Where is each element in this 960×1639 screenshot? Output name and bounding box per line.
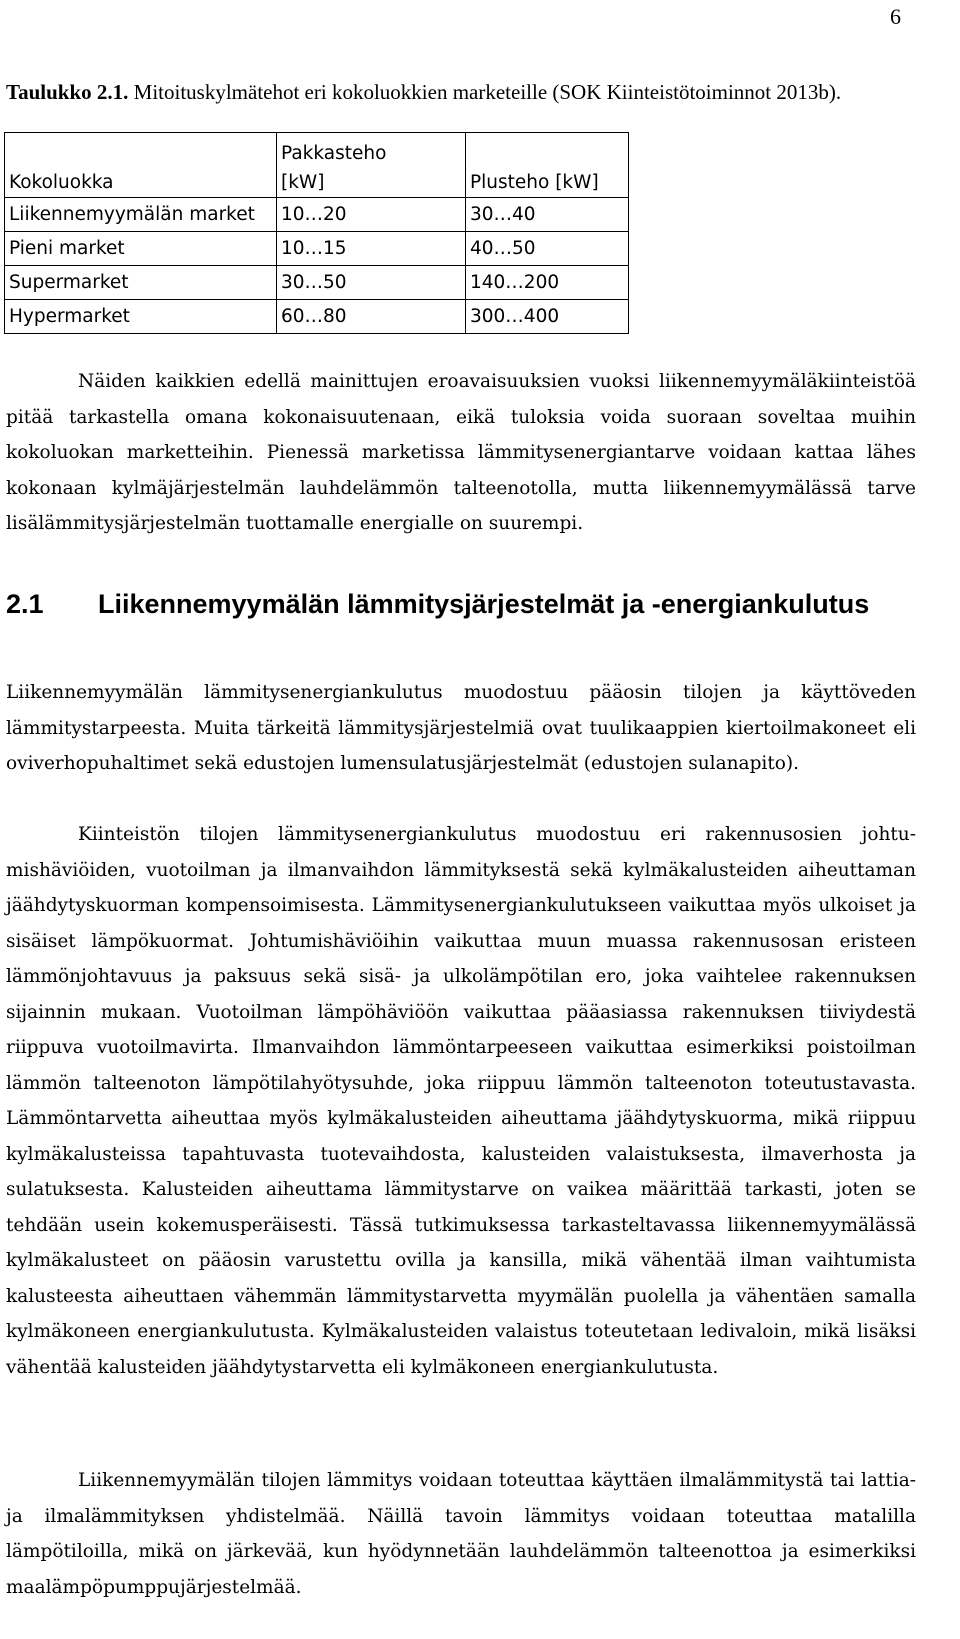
table-row [5, 232, 629, 266]
header-freezer-power: Pakkasteho [kW] [281, 143, 387, 193]
header-cell [277, 133, 466, 198]
table-row [5, 300, 629, 334]
section-title: Liikennemyymälän lämmitysjärjestelmät ja -energiankulutus [98, 589, 870, 619]
table-cell: 140…200 [466, 266, 629, 300]
caption-label: Taulukko 2.1. [6, 80, 129, 104]
table-cell: Liikennemyymälän market [5, 198, 277, 232]
cooling-power-table [4, 132, 629, 334]
table-cell: 10…20 [277, 198, 466, 232]
table-caption [6, 76, 916, 108]
header-cell [5, 133, 277, 198]
paragraph-heating-energy: Liikennemyymälän lämmitysenergiankulutus muodostuu pääosin tilojen ja käyttöveden lämmitystarpeesta. Muita tärkeitä lämmitysjärjestelmiä ovat tuulikaappien kiertoilmakoneet eli oviverhopuhaltimet sekä edustojen lumensulatusjärjestelmät (edustojen sulanapito). [6, 682, 916, 774]
table-cell: Pieni market [5, 232, 277, 266]
table-cell: 30…40 [466, 198, 629, 232]
table-row [5, 266, 629, 300]
table-cell: 10…15 [277, 232, 466, 266]
paragraph-heat-losses: Kiinteistön tilojen lämmitysenergiankulutus muodostuu eri rakennusosien johtumishäviöiden, vuotoilman ja ilmanvaihdon lämmityksestä sekä kylmäkalusteiden aiheuttaman jäähdytyskuorman kompensoimisesta. Lämmitysenergiankulutukseen vaikuttaa myös ulkoiset ja sisäiset lämpökuormat. Johtumishäviöihin vaikuttaa muun muassa rakennusosan eristeen lämmönjohtavuus ja paksuus sekä sisä- ja ulkolämpötilan ero, joka vaihtelee rakennuksen sijainnin mukaan. Vuotoilman lämpöhäviöön vaikuttaa pääasiassa rakennuksen tiiviydestä riippuva vuotoilmavirta. Ilmanvaihdon lämmöntarpeeseen vaikuttaa esimerkiksi poistoilman lämmön talteenoton lämpötilahyötysuhde, joka riippuu lämmön talteenoton toteutustavasta. Lämmöntarvetta aiheuttaa myös kylmäkalusteiden aiheuttama jäähdytyskuorma, mikä riippuu kylmäkalusteissa tapahtuvasta tuotevaihdosta, kalusteiden valaistuksesta, ilmaverhosta ja sulatuksesta. Kalusteiden aiheuttama lämmitystarve on vaikea määrittää tarkasti, joten se tehdään usein kokemusperäisesti. Tässä tutkimuksessa tarkasteltavassa liikennemyymälässä kylmäkalusteet on pääosin varustettu ovilla ja kansilla, mikä vähentää ilman vaihtumista kalusteesta aiheuttaen vähemmän lämmitystarvetta myymälän puolella ja vähentäen samalla kylmäkoneen energiankulutusta. Kylmäkalusteiden valaistus toteutetaan ledivaloin, mikä lisäksi vähentää kalusteiden jäähdytystarvetta eli kylmäkoneen energiankulutusta. [6, 824, 916, 1378]
table-cell: Hypermarket [5, 300, 277, 334]
table-row [5, 198, 629, 232]
caption-text: Mitoituskylmätehot eri kokoluokkien marketeille (SOK Kiinteistötoiminnot 2013b). [133, 80, 842, 104]
section-number: 2.1 [6, 589, 44, 619]
table-cell: 60…80 [277, 300, 466, 334]
header-cooler-power: Plusteho [kW] [470, 172, 599, 193]
paragraph-table-discussion: Näiden kaikkien edellä mainittujen eroavaisuuksien vuoksi liikennemyymäläkiinteistöä pitää tarkastella omana kokonaisuutenaan, eikä tuloksia voida suoraan soveltaa muihin kokoluokan marketteihin. Pienessä marketissa lämmitysenergiantarve voidaan kattaa lähes kokonaan kylmäjärjestelmän lauhdelämmön talteenotolla, mutta liikennemyymälässä tarve lisälämmitysjärjestelmän tuottamalle energialle on suurempi. [6, 371, 916, 534]
table-cell: 40…50 [466, 232, 629, 266]
paragraph-heating-methods: Liikennemyymälän tilojen lämmitys voidaan toteuttaa käyttäen ilmalämmitystä tai lattia- ja ilmalämmityksen yhdistelmää. Näillä tavoin lämmitys voidaan toteuttaa matalilla lämpötiloilla, mikä on järkevää, kun hyödynnetään lauhdelämmön talteenottoa ja esimerkiksi maalämpöpumppujärjestelmää. [6, 1470, 916, 1598]
section-heading [6, 588, 916, 620]
header-cell [466, 133, 629, 198]
header-size-class: Kokoluokka [9, 172, 114, 193]
page-number: 6 [890, 4, 901, 29]
table-cell: 30…50 [277, 266, 466, 300]
table-cell: 300…400 [466, 300, 629, 334]
table-cell: Supermarket [5, 266, 277, 300]
table-header-row [5, 133, 629, 198]
